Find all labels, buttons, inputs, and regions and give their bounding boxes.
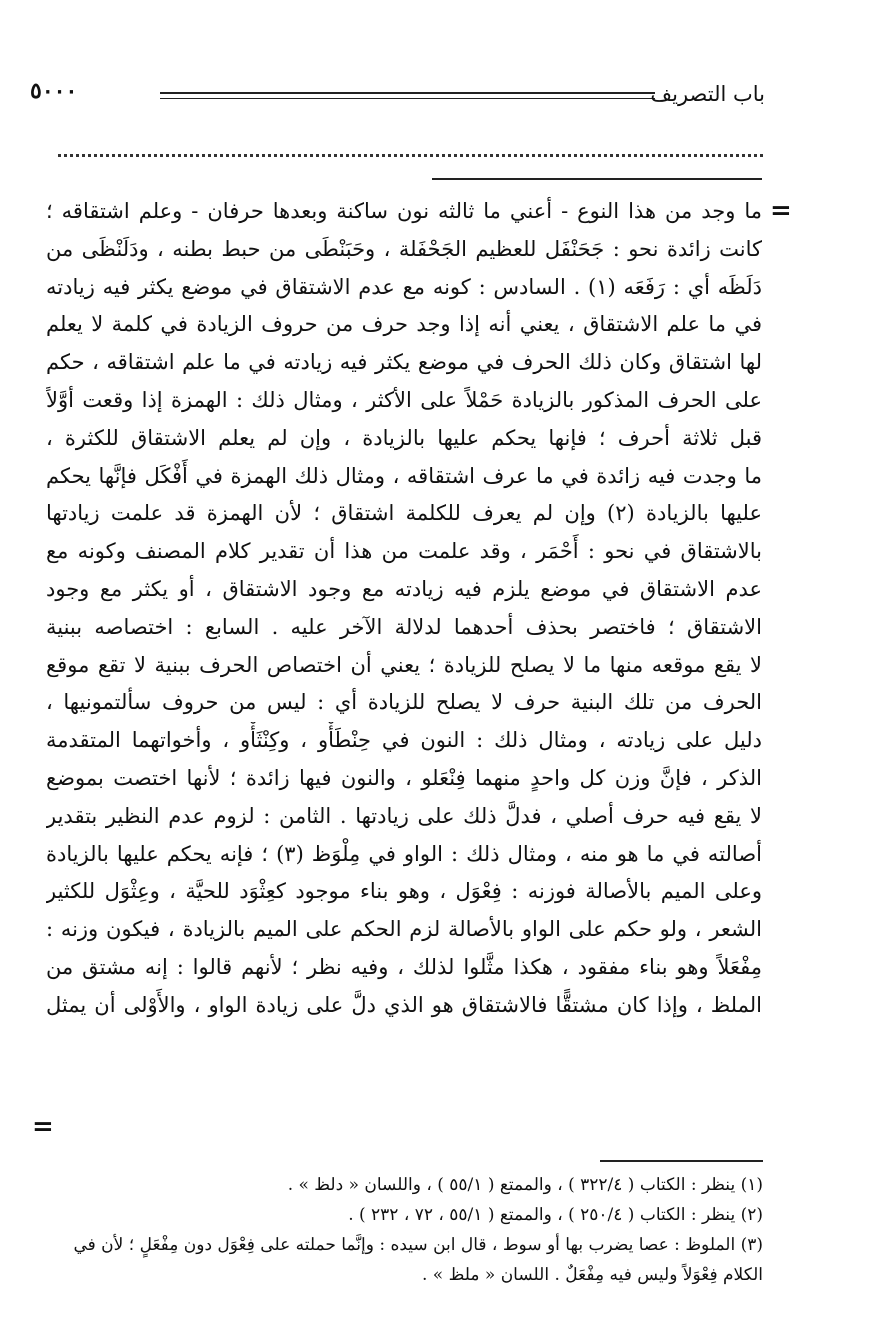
text-line: مِفْعَلاً وهو بناء مفقود ، هكذا مثَّلوا لذلك ، وفيه نظر ؛ لأنهم قالوا : إنه مشتق من (46, 954, 762, 979)
text-line: لها اشتقاق وكان ذلك الحرف في موضع يكثر فيه زيادته في ما علم اشتقاقه ، حكم (46, 350, 762, 375)
text-line: الشعر ، ولو حكم على الواو بالأصالة لزم الحكم على الميم بالزيادة ، فيكون وزنه : (46, 917, 762, 942)
text-line: وعلى الميم بالأصالة فوزنه : فِعْوَل ، وهو بناء موجود كعِثْوَد للحيَّة ، وعِثْوَل للكثير (46, 879, 762, 904)
text-line: ما وجدت فيه زائدة في ما عرف اشتقاقه ، ومثال ذلك الهمزة في أَفْكَل فإنَّها يحكم (46, 463, 762, 488)
page-header (30, 78, 765, 118)
footnote-3: (٣) الملوظ : عصا يضرب بها أو سوط ، قال ابن سيده : وإنَّما حملته على فِعْوَل دون مِفْعَلٍ ؛ لأن في (73, 1235, 763, 1255)
text-line: الحرف من تلك البنية حرف لا يصلح للزيادة أي : ليس من حروف سألتمونيها ، (46, 690, 762, 715)
footnote-2: (٢) ينظر : الكتاب ( ٢٥٠/٤ ) ، والممتع ( ٥٥/١ ، ٧٢ ، ٢٣٢ ) . (348, 1205, 763, 1225)
header-rule (160, 92, 655, 99)
text-line: ما وجد من هذا النوع - أعني ما ثالثه نون ساكنة وبعدها حرفان - وعلم اشتقاقه ؛ (46, 199, 762, 223)
footnote-1: (١) ينظر : الكتاب ( ٣٢٢/٤ ) ، والممتع ( ٥٥/١ ) ، واللسان « دلظ » . (287, 1175, 763, 1195)
text-line: قبل ثلاثة أحرف ؛ فإنها يحكم عليها بالزيادة ، وإن لم يعلم الاشتقاق للكثرة ، (46, 425, 762, 450)
footnote-3-continued: الكلام فِعْوَلاً وليس فيه مِفْعَلٌ . اللسان « ملظ » . (422, 1265, 763, 1285)
text-line: دليل على زيادته ، ومثال ذلك : النون في حِنْطَأْو ، وكِنْثَأْو ، وأخواتهما المتقدمة (46, 728, 762, 753)
continuation-mark-start: = (770, 196, 792, 226)
text-line: الملظ ، وإذا كان مشتقًّا فالاشتقاق هو الذي دلَّ على زيادة الواو ، والأَوْلى أن يمثل (46, 992, 762, 1017)
text-line: عليها بالزيادة (٢) وإن لم يعرف للكلمة اشتقاق ؛ لأن الهمزة قد علمت زيادتها (46, 501, 762, 526)
text-line: لا يقع موقعه منها ما لا يصلح للزيادة ؛ يعني أن اختصاص الحرف ببنية لا تقع موقع (46, 652, 762, 677)
text-line: في ما علم الاشتقاق ، يعني أنه إذا وجد حرف من حروف الزيادة في كلمة لا يعلم (46, 312, 762, 337)
page-number: ٥٠٠٠ (30, 78, 78, 104)
dotted-separator (58, 146, 763, 157)
text-line: لا يقع فيه حرف أصلي ، فدلَّ ذلك على زيادتها . الثامن : لزوم عدم النظير بتقدير (46, 803, 762, 828)
continuation-mark-end: = (32, 1112, 54, 1142)
footnotes (40, 1170, 763, 1290)
footnote-rule (600, 1160, 763, 1162)
text-line: أصالته في ما هو منه ، ومثال ذلك : الواو في مِلْوَظ (٣) ؛ فإنه يحكم عليها بالزيادة (46, 841, 762, 866)
text-line: الذكر ، فإنَّ وزن كل واحدٍ منهما فِنْعَلو ، والنون فيها زائدة ؛ لأنها اختصت بموضع (46, 765, 762, 790)
text-line: دَلَظَه أي : رَفَعَه (١) . السادس : كونه مع عدم الاشتقاق في موضع يكثر فيه زيادته (46, 274, 762, 299)
text-line: بالاشتقاق في نحو : أَحْمَر ، وقد علمت من هذا أن تقدير كلام المصنف وكونه مع (46, 539, 762, 564)
main-text (46, 193, 762, 1025)
text-line: كانت زائدة نحو : جَحَنْفَل للعظيم الجَحْفَلة ، وحَبَنْطَى من حبط بطنه ، ودَلَنْظَى من (46, 236, 762, 261)
text-line: عدم الاشتقاق في موضع يلزم فيه زيادته مع وجود الاشتقاق ، أو يكثر مع وجود (46, 576, 762, 601)
text-line: على الحرف المذكور بالزيادة حَمْلاً على الأكثر ، ومثال ذلك : الهمزة إذا وقعت أوَّلاً (46, 387, 762, 412)
running-title: باب التصريف (650, 82, 765, 106)
text-line: الاشتقاق ؛ فاختصر بحذف أحدهما لدلالة الآخر عليه . السابع : اختصاصه ببنية (46, 614, 762, 639)
section-rule (432, 178, 762, 180)
